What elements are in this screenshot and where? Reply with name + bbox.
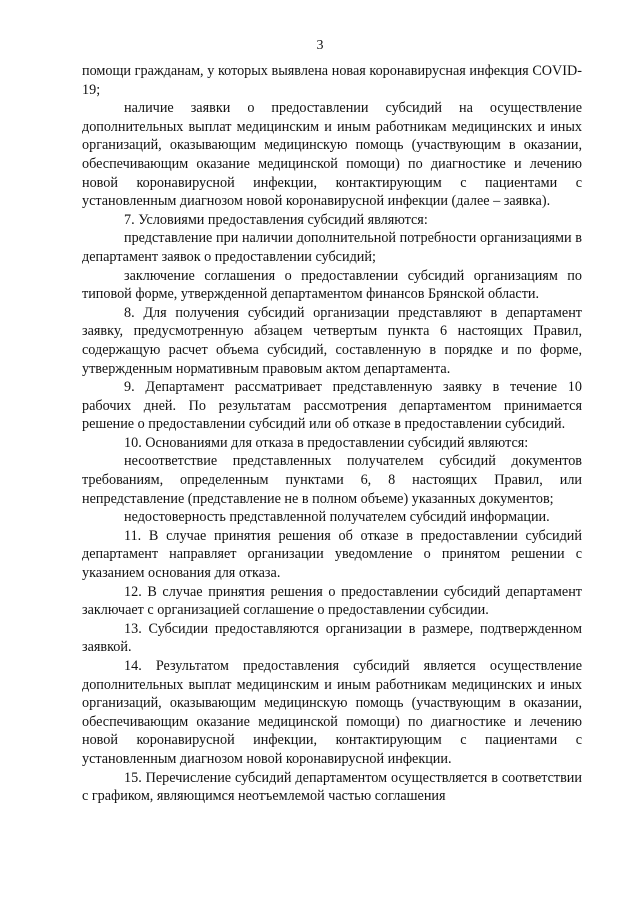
paragraph-continuation: помощи гражданам, у которых выявлена новая коронавирусная инфекция COVID-19; (82, 63, 582, 98)
paragraph-item-11: 11. В случае принятия решения об отказе в предоставлении субсидий департамент направляет организации уведомление о принятом решении с указанием основания для отказа. (82, 527, 582, 582)
paragraph: заключение соглашения о предоставлении субсидий организациям по типовой форме, утвержденной департаментом финансов Брянской области. (82, 267, 582, 303)
paragraph: представление при наличии дополнительной потребности организациями в департамент заявок о предоставлении субсидий; (82, 230, 582, 265)
paragraph-item-15: 15. Перечисление субсидий департаментом осуществляется в соответствии с графиком, являющимся неотъемлемой частью соглашения (82, 769, 582, 805)
paragraph-item-14: 14. Результатом предоставления субсидий является осуществление дополнительных выплат медицинским и иным работникам медицинских и иных организаций, оказывающим медицинскую помощь (участвующим в оказании, обеспечивающим оказание медицинской помощи) по диагностике и лечению новой коронавирусной инфекции, контактирующим с пациентами с установленным диагнозом новой коронавирусной инфекции. (82, 658, 582, 767)
paragraph-item-9: 9. Департамент рассматривает представленную заявку в течение 10 рабочих дней. По результатам рассмотрения департаментом принимается решение о предоставлении субсидий или об отказе в предоставлении субсидий. (82, 379, 582, 433)
document-body (82, 62, 582, 806)
paragraph: несоответствие представленных получателем субсидий документов требованиям, определенным пунктами 6, 8 настоящих Правил, или непредставление (представление не в полном объеме) указанных документов; (82, 453, 582, 507)
paragraph: недостоверность представленной получателем субсидий информации. (124, 509, 550, 526)
page-number: 3 (316, 38, 324, 53)
paragraph-item-8: 8. Для получения субсидий организации представляют в департамент заявку, предусмотренную абзацем четвертым пункта 6 настоящих Правил, содержащую расчет объема субсидий, составленную в порядке и по форме, утвержденным нормативным правовым актом департамента. (82, 304, 582, 377)
paragraph-item-13: 13. Субсидии предоставляются организации в размере, подтвержденном заявкой. (82, 620, 582, 656)
paragraph-item-7: 7. Условиями предоставления субсидий являются: (124, 211, 428, 228)
paragraph: наличие заявки о предоставлении субсидий на осуществление дополнительных выплат медицинским и иным работникам медицинских и иных организаций, оказывающим медицинскую помощь (участвующим в оказании, обеспечивающим оказание медицинской помощи) по диагностике и лечению новой коронавирусной инфекции, контактирующим с пациентами с установленным диагнозом новой коронавирусной инфекции (далее – заявка). (82, 100, 582, 210)
paragraph-item-10: 10. Основаниями для отказа в предоставлении субсидий являются: (124, 434, 529, 451)
paragraph-item-12: 12. В случае принятия решения о предоставлении субсидий департамент заключает с организацией соглашение о предоставлении субсидии. (82, 583, 582, 619)
